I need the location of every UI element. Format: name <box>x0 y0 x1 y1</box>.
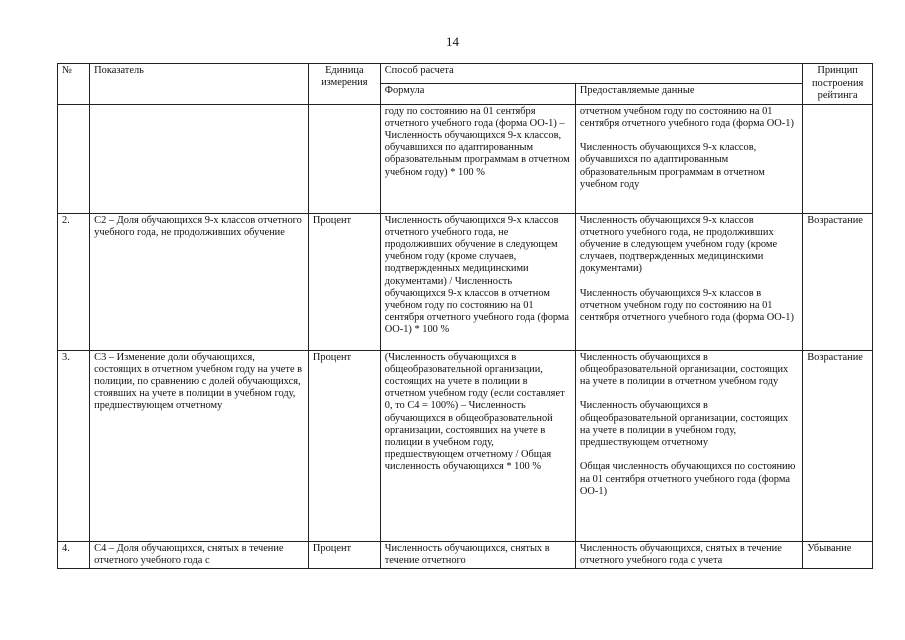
row-provided-data: Численность обучающихся, снятых в течение отчетного учебного года с учета <box>575 541 802 568</box>
table-row <box>58 104 873 213</box>
row-provided-data: Численность обучающихся в общеобразовательной организации, состоящих на учете в полиции в отчетном учебном году Численность обучающихся в общеобразовательной организации, состоящих на учете в полиции в учебном году, предшествующем отчетному Общая численность обучающихся по состоянию на 01 сентября отчетного учебного года (форма ОО-1) <box>575 350 802 541</box>
row-indicator <box>90 104 309 213</box>
header-no: № <box>58 64 90 105</box>
row-indicator: С4 – Доля обучающихся, снятых в течение отчетного учебного года с <box>90 541 309 568</box>
row-formula: Численность обучающихся, снятых в течение отчетного <box>380 541 575 568</box>
row-provided-data: Численность обучающихся 9-х классов отчетного учебного года, не продолживших обучение в следующем учебном году (кроме случаев, подтвержденных медицинскими документами) Численность обучающихся 9-х классов в отчетном учебном году по состоянию на 01 сентября отчетного учебного года (форма ОО-1) <box>575 213 802 350</box>
row-unit: Процент <box>308 213 380 350</box>
header-principle: Принцип построения рейтинга <box>803 64 873 105</box>
indicators-table <box>57 63 873 569</box>
row-principle: Возрастание <box>803 350 873 541</box>
row-number: 3. <box>58 350 90 541</box>
table-row <box>58 350 873 541</box>
table-row <box>58 541 873 568</box>
row-principle: Возрастание <box>803 213 873 350</box>
row-principle: Убывание <box>803 541 873 568</box>
row-unit <box>308 104 380 213</box>
header-provided-data: Предоставляемые данные <box>575 84 802 104</box>
row-principle <box>803 104 873 213</box>
row-number: 4. <box>58 541 90 568</box>
row-formula: (Численность обучающихся в общеобразовательной организации, состоящих на учете в полиции в отчетном учебном году (если составляет 0, то С4 = 100%) – Численность обучающихся в общеобразовательной организации, состоявших на учете в полиции в учебном году, предшествующем отчетному / Общая численность обучающихся * 100 % <box>380 350 575 541</box>
table-row <box>58 213 873 350</box>
row-indicator: С2 – Доля обучающихся 9-х классов отчетного учебного года, не продолживших обучение <box>90 213 309 350</box>
row-indicator: С3 – Изменение доли обучающихся, состоящих в отчетном учебном году на учете в полиции, по сравнению с долей обучающихся, стоявших на учете в полиции в учебном году, предшествующем отчетному <box>90 350 309 541</box>
row-formula: году по состоянию на 01 сентября отчетного учебного года (форма ОО-1) – Численность обучающихся 9-х классов, обучавшихся по адаптированным образовательным программам в отчетном учебном году) * 100 % <box>380 104 575 213</box>
row-provided-data: отчетном учебном году по состоянию на 01 сентября отчетного учебного года (форма ОО-1) Численность обучающихся 9-х классов, обучавшихся по адаптированным образовательным программам в отчетном учебном году <box>575 104 802 213</box>
header-method: Способ расчета <box>380 64 802 84</box>
header-formula: Формула <box>380 84 575 104</box>
header-unit: Единица измерения <box>308 64 380 105</box>
row-number: 2. <box>58 213 90 350</box>
row-unit: Процент <box>308 350 380 541</box>
row-number <box>58 104 90 213</box>
page-number: 14 <box>446 34 459 49</box>
row-formula: Численность обучающихся 9-х классов отчетного учебного года, не продолживших обучение в следующем учебном году (кроме случаев, подтвержденных медицинскими документами) / Численность обучающихся 9-х классов в отчетном учебном году по состоянию на 01 сентября отчетного учебного года (форма ОО-1) * 100 % <box>380 213 575 350</box>
row-unit: Процент <box>308 541 380 568</box>
header-indicator: Показатель <box>90 64 309 105</box>
table-header-row <box>58 64 873 84</box>
